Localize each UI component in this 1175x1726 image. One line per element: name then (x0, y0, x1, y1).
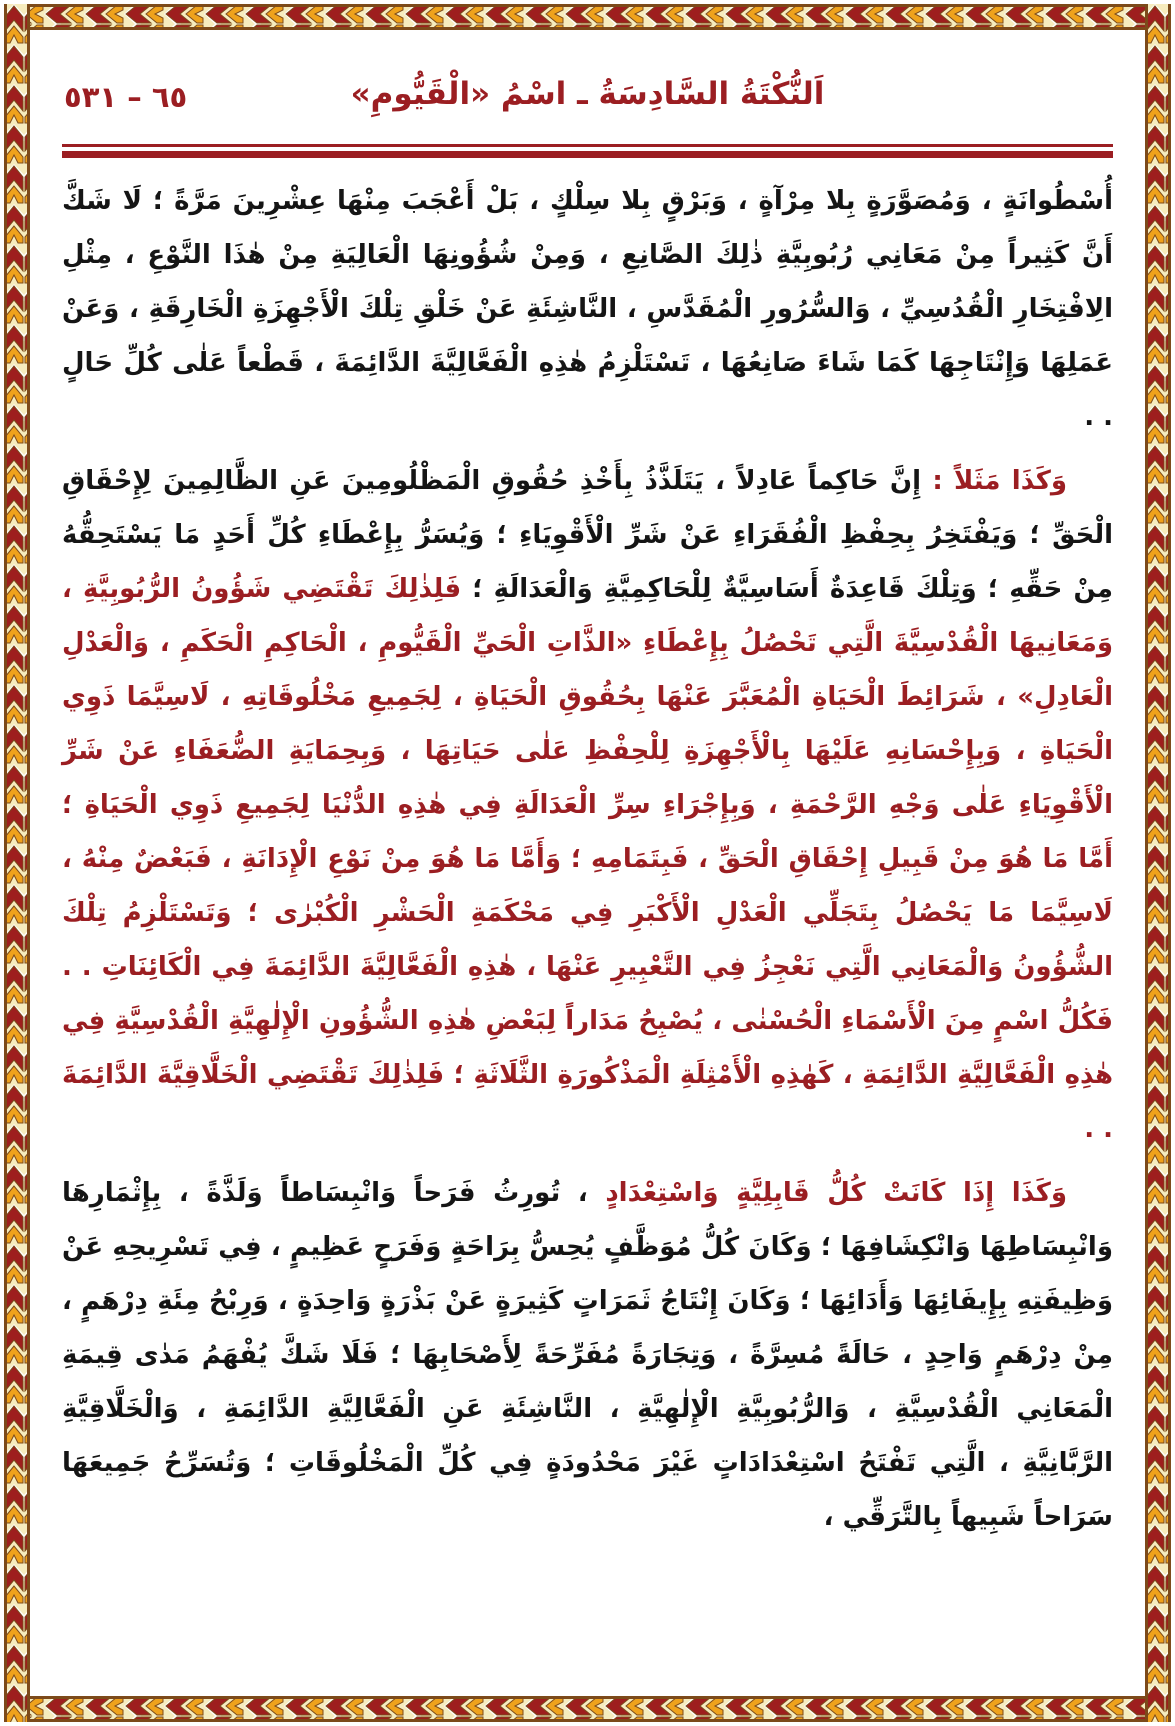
border-ornament-top (4, 4, 1171, 30)
header-rule-thin (62, 144, 1113, 147)
text-segment-red: وَكَذَا إِذَا كَانَتْ كُلُّ قَابِلِيَّةٍ وَاسْتِعْدَادٍ (587, 1178, 1067, 1208)
text-segment-black: إِنَّ حَاكِماً عَادِلاً ، يَتَلَذَّذُ بِأَخْذِ حُقُوقِ الْمَظْلُومِينَ عَنِ الظَّالِمِينَ لِإِحْقَاقِ الْحَقِّ ؛ وَيَفْتَخِرُ بِحِفْظِ الْفُقَرَاءِ عَنْ شَرِّ الْأَقْوِيَاءِ ؛ وَيُسَرُّ بِإِعْطَاءِ كُلِّ أَحَدٍ مَا يَسْتَحِقُّهُ مِنْ حَقِّهِ ؛ وَتِلْكَ قَاعِدَةٌ أَسَاسِيَّةٌ لِلْحَاكِمِيَّةِ وَالْعَدَالَةِ ؛ (62, 466, 1113, 604)
header-rule-thick (62, 151, 1113, 158)
text-segment-black: ، تُورِثُ فَرَحاً وَانْبِسَاطاً وَلَذَّةً ، بِإِثْمَارِهَا وَانْبِسَاطِهَا وَانْكِشَافِهَا ؛ وَكَانَ كُلُّ مُوَظَّفٍ يُحِسُّ بِرَاحَةٍ وَفَرَحٍ عَظِيمٍ ، فِي تَسْرِيحِهِ عَنْ وَظِيفَتِهِ بِإِيفَائِهَا وَأَدَائِهَا ؛ وَكَانَ إِنْتَاجُ ثَمَرَاتٍ كَثِيرَةٍ عَنْ بَذْرَةٍ وَاحِدَةٍ ، وَرِبْحُ مِئَةِ دِرْهَمٍ ، مِنْ دِرْهَمٍ وَاحِدٍ ، حَالَةً مُسِرَّةً ، وَتِجَارَةً مُفَرِّحَةً لِأَصْحَابِهَا ؛ فَلَا شَكَّ يُفْهَمُ مَدٰى قِيمَةِ الْمَعَانِي الْقُدْسِيَّةِ ، وَالرُّبُوبِيَّةِ الْإِلٰهِيَّةِ ، النَّاشِئَةِ عَنِ الْفَعَّالِيَّةِ الدَّائِمَةِ ، وَالْخَلَّاقِيَّةِ الرَّبَّانِيَّةِ ، الَّتِي تَفْتَحُ اسْتِعْدَادَاتٍ غَيْرَ مَحْدُودَةٍ فِي كُلِّ الْمَخْلُوقَاتِ ؛ وَتُسَرِّحُ جَمِيعَهَا سَرَاحاً شَبِيهاً بِالتَّرَقِّي ، (62, 1178, 1113, 1532)
page-number: ٦٥ – ٥٣١ (64, 80, 188, 114)
paragraph (62, 1166, 1113, 1544)
border-ornament-left (4, 4, 30, 1722)
border-ornament-right (1145, 4, 1171, 1722)
paragraph (62, 174, 1113, 444)
text-segment-black: أُسْطُوانَةٍ ، وَمُصَوَّرَةٍ بِلا مِرْآةٍ ، وَبَرْقٍ بِلا سِلْكٍ ، بَلْ أَعْجَبَ مِنْهَا عِشْرِينَ مَرَّةً ؛ لَا شَكَّ أَنَّ كَثِيراً مِنْ مَعَانِي رُبُوبِيَّةِ ذٰلِكَ الصَّانِعِ ، وَمِنْ شُؤُونِهَا الْعَالِيَةِ مِنْ هٰذَا النَّوْعِ ، مِثْلِ الِافْتِخَارِ الْقُدُسِيِّ ، وَالسُّرُورِ الْمُقَدَّسِ ، النَّاشِئَةِ عَنْ خَلْقِ تِلْكَ الْأَجْهِزَةِ الْخَارِقَةِ ، وَعَنْ عَمَلِهَا وَإِنْتَاجِهَا كَمَا شَاءَ صَانِعُهَا ، تَسْتَلْزِمُ هٰذِهِ الْفَعَّالِيَّةَ الدَّائِمَةَ ، قَطْعاً عَلٰى كُلِّ حَالٍ . . (62, 186, 1113, 432)
header-rule (62, 144, 1113, 158)
page-title: اَلنُّكْتَةُ السَّادِسَةُ ـ اسْمُ «الْقَيُّومِ» (350, 76, 825, 112)
page-content (62, 36, 1113, 1692)
text-segment-red: فَلِذٰلِكَ تَقْتَضِي شَؤُونُ الرُّبُوبِيَّةِ ، وَمَعَانِيهَا الْقُدْسِيَّةَ الَّتِي تَحْصُلُ بِإِعْطَاءِ «الذَّاتِ الْحَيِّ الْقَيُّومِ ، الْحَاكِمِ الْحَكَمِ ، وَالْعَدْلِ الْعَادِلِ» ، شَرَائِطَ الْحَيَاةِ الْمُعَبَّرَ عَنْهَا بِحُقُوقِ الْحَيَاةِ ، لِجَمِيعِ مَخْلُوقَاتِهِ ، لَاسِيَّمَا ذَوِي الْحَيَاةِ ، وَبِإِحْسَانِهِ عَلَيْهَا بِالْأَجْهِزَةِ لِلْحِفْظِ عَلٰى حَيَاتِهَا ، وَبِحِمَايَةِ الضُّعَفَاءِ عَنْ شَرِّ الْأَقْوِيَاءِ عَلٰى وَجْهِ الرَّحْمَةِ ، وَبِإِجْرَاءِ سِرِّ الْعَدَالَةِ فِي هٰذِهِ الدُّنْيَا لِجَمِيعِ ذَوِي الْحَيَاةِ ؛ أَمَّا مَا هُوَ مِنْ قَبِيلِ إِحْقَاقِ الْحَقِّ ، فَبِتَمَامِهِ ؛ وَأَمَّا مَا هُوَ مِنْ نَوْعِ الْإِدَانَةِ ، فَبَعْضٌ مِنْهُ ، لَاسِيَّمَا مَا يَحْصُلُ بِتَجَلِّي الْعَدْلِ الْأَكْبَرِ فِي مَحْكَمَةِ الْحَشْرِ الْكُبْرٰى ؛ وَتَسْتَلْزِمُ تِلْكَ الشُّؤُونُ وَالْمَعَانِي الَّتِي نَعْجِزُ فِي التَّعْبِيرِ عَنْهَا ، هٰذِهِ الْفَعَّالِيَّةَ الدَّائِمَةَ فِي الْكَائِنَاتِ . . فَكُلُّ اسْمٍ مِنَ الْأَسْمَاءِ الْحُسْنٰى ، يُصْبِحُ مَدَاراً لِبَعْضِ هٰذِهِ الشُّؤُونِ الْإِلٰهِيَّةِ الْقُدْسِيَّةِ فِي هٰذِهِ الْفَعَّالِيَّةِ الدَّائِمَةِ ، كَهٰذِهِ الْأَمْثِلَةِ الْمَذْكُورَةِ الثَّلَاثَةِ ؛ فَلِذٰلِكَ تَقْتَضِي الْخَلَّاقِيَّةَ الدَّائِمَةَ . . (62, 574, 1113, 1144)
border-ornament-bottom (4, 1696, 1171, 1722)
text-segment-red: وَكَذَا مَثَلاً : (921, 466, 1068, 496)
page-header (62, 36, 1113, 158)
paragraph (62, 454, 1113, 1156)
body-text (62, 174, 1113, 1544)
